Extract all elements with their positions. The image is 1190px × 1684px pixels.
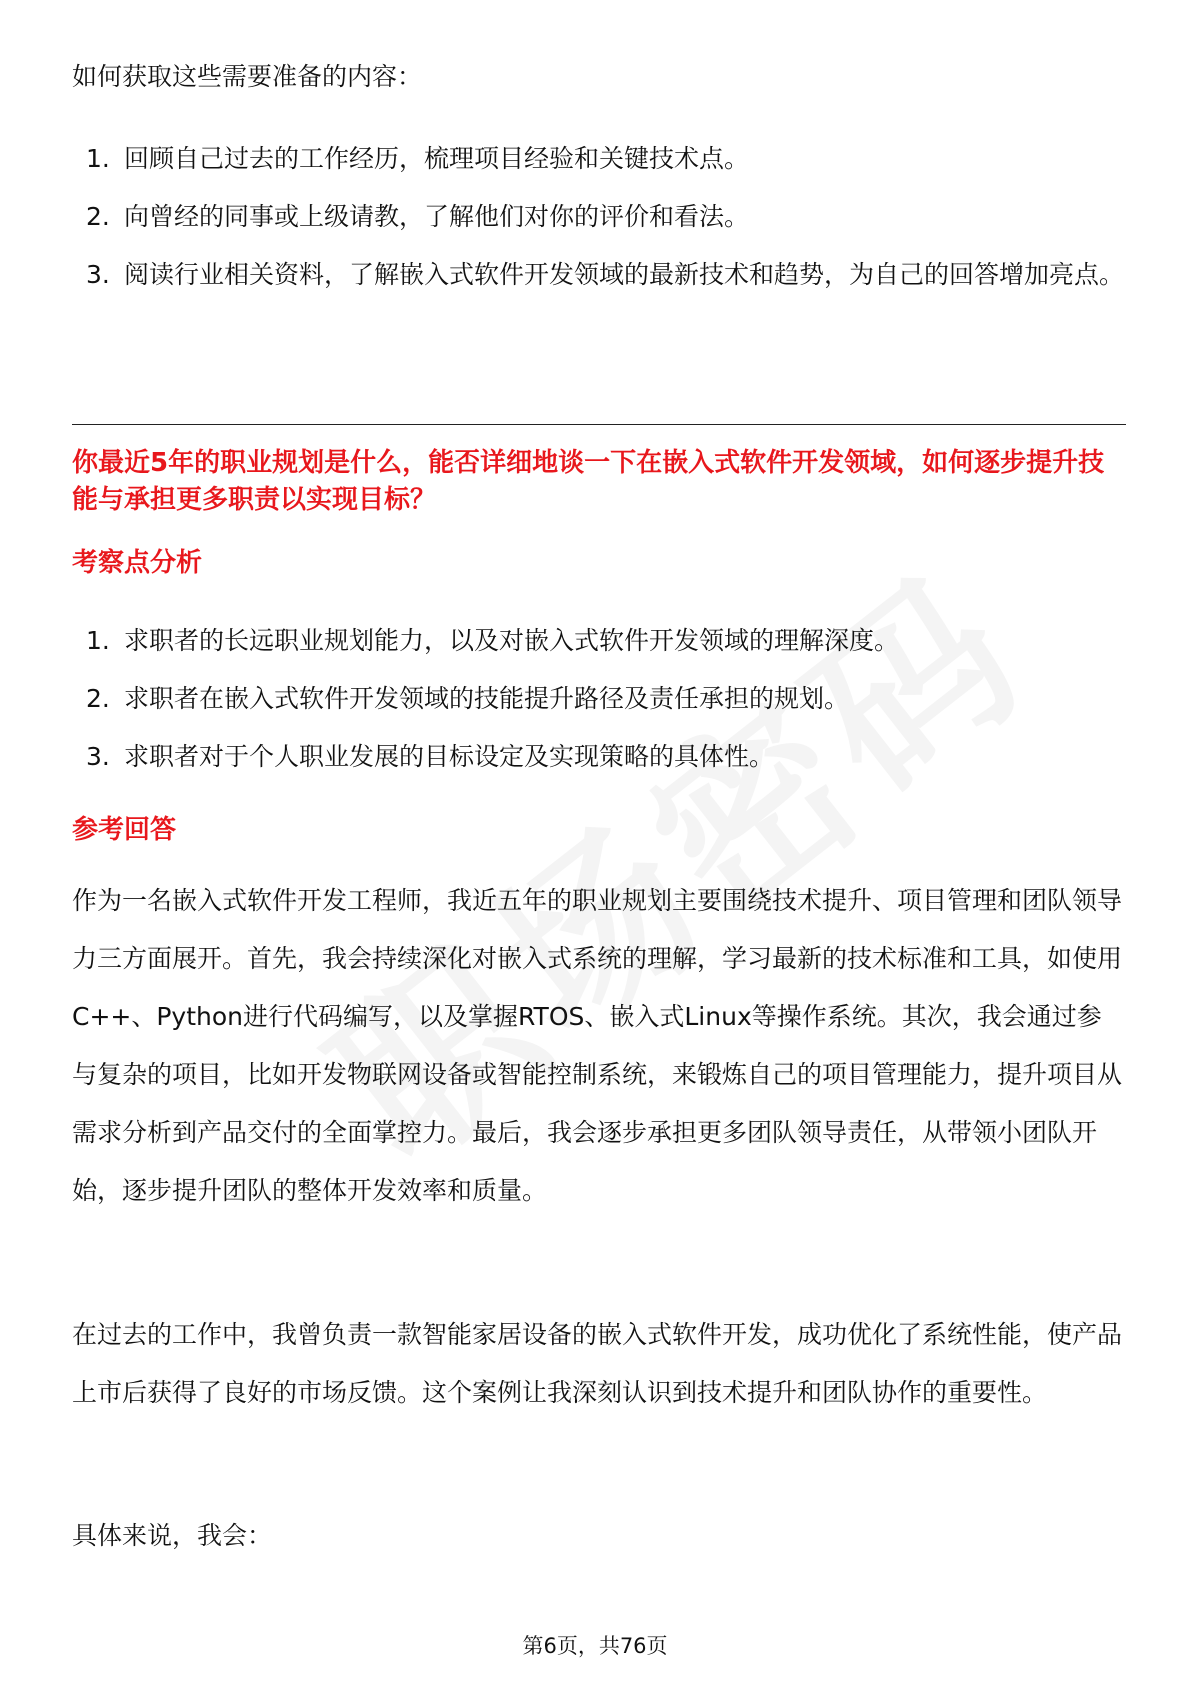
list-item <box>72 188 1126 246</box>
analysis-title: 考察点分析 <box>72 548 203 578</box>
answer-paragraph: 在过去的工作中，我曾负责一款智能家居设备的嵌入式软件开发，成功优化了系统性能，使产品上市后获得了良好的市场反馈。这个案例让我深刻认识到技术提升和团队协作的重要性。 <box>72 1320 1123 1407</box>
prep-list <box>72 130 1126 304</box>
section-divider <box>72 424 1126 425</box>
list-item <box>72 612 1126 670</box>
list-item <box>72 246 1126 304</box>
page-number: 第6页，共76页 <box>522 1634 668 1658</box>
list-item <box>72 728 1126 786</box>
list-text: 求职者对于个人职业发展的目标设定及实现策略的具体性。 <box>124 742 775 771</box>
list-item <box>72 670 1126 728</box>
list-number: 1. <box>86 626 110 655</box>
list-number: 3. <box>86 260 110 289</box>
list-number: 1. <box>86 144 110 173</box>
list-number: 3. <box>86 742 110 771</box>
interview-question: 你最近5年的职业规划是什么，能否详细地谈一下在嵌入式软件开发领域，如何逐步提升技能与承担更多职责以实现目标？ <box>72 448 1105 515</box>
list-text: 阅读行业相关资料，了解嵌入式软件开发领域的最新技术和趋势，为自己的回答增加亮点。 <box>124 260 1125 289</box>
answer-title: 参考回答 <box>72 815 177 845</box>
list-item <box>72 130 1126 188</box>
list-number: 2. <box>86 684 110 713</box>
list-text: 求职者在嵌入式软件开发领域的技能提升路径及责任承担的规划。 <box>124 684 850 713</box>
answer-paragraph: 作为一名嵌入式软件开发工程师，我近五年的职业规划主要围绕技术提升、项目管理和团队领导力三方面展开。首先，我会持续深化对嵌入式系统的理解，学习最新的技术标准和工具，如使用C++、Python进行代码编写，以及掌握RTOS、嵌入式Linux等操作系统。其次，我会通过参与复杂的项目，比如开发物联网设备或智能控制系统，来锻炼自己的项目管理能力，提升项目从需求分析到产品交付的全面掌控力。最后，我会逐步承担更多团队领导责任，从带领小团队开始，逐步提升团队的整体开发效率和质量。 <box>72 886 1123 1205</box>
list-text: 求职者的长远职业规划能力，以及对嵌入式软件开发领域的理解深度。 <box>124 626 900 655</box>
list-text: 向曾经的同事或上级请教，了解他们对你的评价和看法。 <box>124 202 750 231</box>
list-number: 2. <box>86 202 110 231</box>
list-text: 回顾自己过去的工作经历，梳理项目经验和关键技术点。 <box>124 144 750 173</box>
answer-paragraph: 具体来说，我会： <box>72 1521 273 1550</box>
intro-heading: 如何获取这些需要准备的内容： <box>72 62 423 91</box>
analysis-list <box>72 612 1126 786</box>
